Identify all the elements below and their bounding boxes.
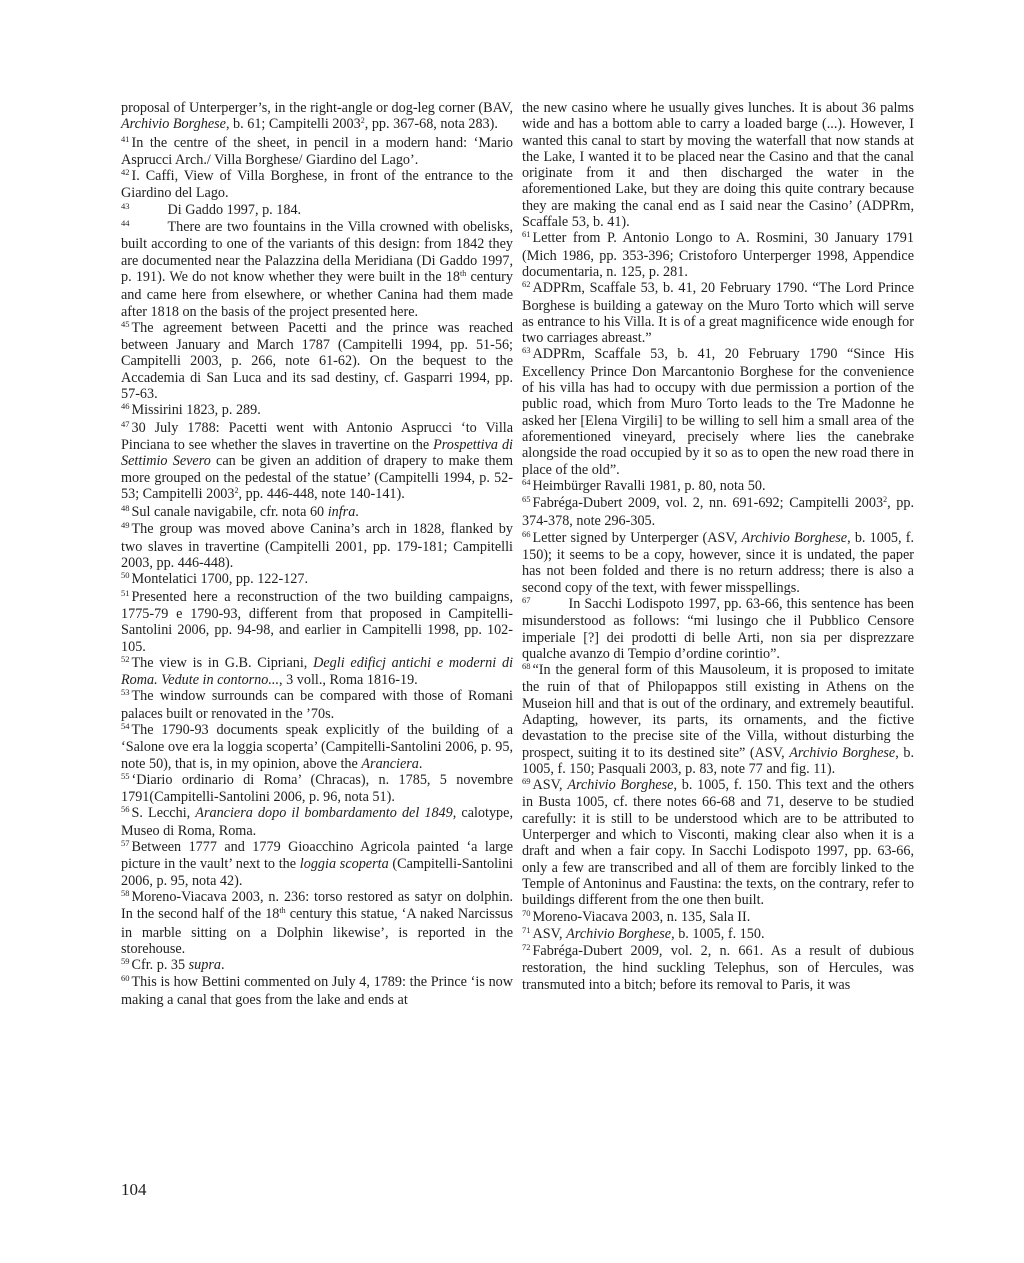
footnote-text: ADPRm, Scaffale 53, b. 41, 20 February 1790. “The Lord Prince Borghese is building a gateway on the Muro Torto which will serve as entrance to his Villa. It is of a great magnificence wide enough for two carriages abreast.” — [522, 280, 914, 347]
footnote-72 — [522, 943, 914, 993]
footnote-54 — [121, 722, 513, 772]
footnote-text: ASV, — [532, 925, 567, 942]
footnote-number: 47 — [121, 418, 130, 429]
italic-text: Archivio Borghese — [567, 777, 674, 794]
footnote-text: ‘Diario ordinario di Roma’ (Chracas), n. 1785, 5 novembre 1791(Campitelli-Santolini 2006, p. 96, nota 51). — [121, 771, 513, 806]
footnote-text: 30 July 1788: Pacetti went with Antonio Asprucci ‘to Villa Pinciana to see whether the slaves in travertine on the — [121, 419, 513, 453]
footnote-68 — [522, 662, 914, 777]
footnote-number: 54 — [121, 720, 130, 731]
superscript: 2 — [234, 485, 239, 495]
italic-text: Archivio Borghese — [121, 116, 226, 133]
footnote-number: 60 — [121, 973, 130, 984]
footnote-text: The group was moved above Canina’s arch in 1828, flanked by two slaves in travertine (Campitelli 2001, pp. 179-181; Campitelli 2003, pp. 446-448). — [121, 521, 513, 572]
italic-text: Aranciera dopo il bombardamento del 1849 — [195, 805, 453, 822]
superscript: 2 — [360, 116, 365, 126]
footnote-continuation — [522, 100, 914, 230]
footnote-45 — [121, 320, 513, 402]
footnote-number: 46 — [121, 401, 130, 412]
footnote-59 — [121, 957, 513, 974]
footnote-number: 52 — [121, 653, 130, 664]
italic-text: Archivio Borghese — [741, 529, 848, 546]
italic-text: Archivio Borghese — [566, 925, 672, 942]
footnote-71 — [522, 926, 914, 943]
footnote-number: 69 — [522, 776, 531, 787]
left-column — [121, 100, 513, 1008]
footnote-text: The 1790-93 documents speak explicitly of the building of a ‘Salone ove era la loggia scoperta’ (Campitelli-Santolini 2006, p. 95, note 50), that is, in my opinion, above the — [121, 721, 513, 772]
footnote-58 — [121, 889, 513, 957]
footnote-43 — [121, 202, 513, 219]
footnote-text: Missirini 1823, p. 289. — [131, 402, 261, 419]
footnote-text: Moreno-Viacava 2003, n. 236: torso restored as satyr on dolphin. In the second half of the 18 — [121, 888, 513, 923]
footnote-text: The view is in G.B. Cipriani, — [131, 654, 314, 671]
footnote-number: 56 — [121, 804, 130, 815]
footnote-text: S. Lecchi, — [131, 805, 196, 822]
footnote-text: (Campitelli-Santolini 2006, p. 95, nota 42). — [121, 856, 513, 889]
footnote-41 — [121, 135, 513, 169]
footnote-text: , b. 1005, f. 150. This text and the others in Busta 1005, cf. there notes 66-68 and 71, deserve to be studied carefully: it is still to be understood which are to be attributed to Unterperger and which to Visconti, making clear also when it is a draft and when a fair copy. In Sacchi Lodispoto 1997, pp. 63-66, only a few are transcribed and all of them are forcibly linked to the Temple of Antoninus and Faustina: the texts, on the contrary, refer to buildings different from the one then built. — [522, 777, 914, 909]
footnote-text: Di Gaddo 1997, p. 184. — [167, 201, 302, 218]
footnote-70 — [522, 909, 914, 926]
footnote-text: “In the general form of this Mausoleum, it is proposed to imitate the ruin of that of Philopappos still existing in Athens on the Museion hill and that is out of the ordinary, and extremely beautiful. Adapting, however, its parts, its ornaments, and the fictive devastation to the precise site of the Villa, without disturbing the prospect, suiting it to its destined site” (ASV, — [522, 662, 914, 761]
footnote-57 — [121, 839, 513, 889]
footnote-number: 62 — [522, 279, 531, 290]
footnote-number: 44 — [121, 218, 130, 229]
footnote-text: Letter from P. Antonio Longo to A. Rosmini, 30 January 1791 (Mich 1986, pp. 353-396; Cristoforo Unterperger 1998, Appendice documentaria, n. 125, p. 281. — [522, 230, 914, 280]
footnote-number: 42 — [121, 167, 130, 178]
footnote-text: Fabréga-Dubert 2009, vol. 2, n. 661. As a result of dubious restoration, the hind suckling Telephus, son of Hercules, was transmuted into a bitch; before its removal to Paris, it was — [522, 943, 914, 993]
italic-text: Archivio Borghese — [789, 744, 896, 761]
footnote-47 — [121, 420, 513, 504]
footnote-62 — [522, 280, 914, 346]
footnote-61 — [522, 230, 914, 280]
footnote-number: 57 — [121, 838, 130, 849]
footnote-44 — [121, 219, 513, 320]
footnote-number: 63 — [522, 345, 531, 356]
footnote-number: 45 — [121, 318, 130, 329]
footnote-number: 64 — [522, 476, 531, 487]
footnote-number: 65 — [522, 494, 531, 505]
footnote-text: , pp. 446-448, note 140-141). — [238, 485, 405, 502]
footnote-number: 58 — [121, 887, 130, 898]
footnote-number: 61 — [522, 229, 531, 240]
footnote-52 — [121, 655, 513, 689]
footnote-67 — [522, 596, 914, 662]
footnote-text: The window surrounds can be compared with those of Romani palaces built or renovated in the ’70s. — [121, 688, 513, 722]
footnote-text: , b. 61; Campitelli 2003 — [225, 116, 361, 133]
page-number: 104 — [121, 1180, 147, 1199]
footnote-42 — [121, 168, 513, 202]
right-column — [522, 100, 914, 993]
footnote-text: Presented here a reconstruction of the two building campaigns, 1775-79 e 1790-93, different from that proposed in Campitelli-Santolini 2006, pp. 94-98, and earlier in Campitelli 1998, pp. 102-105. — [121, 588, 513, 655]
footnote-56 — [121, 805, 513, 839]
footnote-number: 59 — [121, 956, 130, 967]
superscript: th — [279, 906, 286, 916]
footnote-text: , pp. 367-68, nota 283). — [364, 116, 498, 133]
footnote-text: Cfr. p. 35 — [131, 957, 189, 974]
italic-text: loggia scoperta — [299, 856, 389, 873]
footnote-number: 43 — [121, 200, 130, 211]
footnote-text: , 3 voll., Roma 1816-19. — [279, 672, 418, 689]
footnote-text: proposal of Unterperger’s, in the right-angle or dog-leg corner (BAV, — [121, 100, 513, 116]
superscript: 2 — [883, 495, 888, 505]
italic-text: Aranciera — [361, 755, 419, 772]
footnote-51 — [121, 589, 513, 655]
footnote-number: 53 — [121, 687, 130, 698]
footnote-text: In the centre of the sheet, in pencil in a modern hand: ‘Mario Asprucci Arch./ Villa Borghese/ Giardino del Lago’. — [121, 134, 513, 168]
footnote-text: I. Caffi, View of Villa Borghese, in front of the entrance to the Giardino del Lago. — [121, 168, 513, 202]
footnote-text: Moreno-Viacava 2003, n. 135, Sala II. — [532, 908, 751, 925]
footnote-text: . — [220, 957, 225, 974]
italic-text: infra — [327, 504, 356, 521]
footnote-69 — [522, 777, 914, 908]
footnote-number: 70 — [522, 907, 531, 918]
footnote-number: 51 — [121, 587, 130, 598]
footnote-text: Letter signed by Unterperger (ASV, — [532, 529, 742, 546]
footnote-text: Heimbürger Ravalli 1981, p. 80, nota 50. — [532, 477, 766, 494]
footnote-text: Fabréga-Dubert 2009, vol. 2, nn. 691-692; Campitelli 2003 — [532, 495, 884, 512]
footnote-text: The agreement between Pacetti and the prince was reached between January and March 1787 (Campitelli 1994, pp. 51-56; Campitelli 2003, p. 266, note 61-62). On the bequest to the Accademia di San Luca and its sad destiny, cf. Gasparri 1994, pp. 57-63. — [121, 319, 513, 403]
footnote-number: 50 — [121, 570, 130, 581]
footnote-number: 67 — [522, 594, 531, 605]
footnote-text: This is how Bettini commented on July 4, 1789: the Prince ‘is now making a canal that goes from the lake and ends at — [121, 974, 513, 1008]
footnote-text: , b. 1005, f. 150. — [671, 925, 765, 942]
footnote-text: the new casino where he usually gives lunches. It is about 36 palms wide and has a bottom able to carry a loaded barge (...). However, I wanted this canal to start by moving the waterfall that now stands at the Lake, I wanted it to be placed near the Casino and that the canal originate from it and then discharged the water in the aforementioned Lake, but they are doing this quite contrary because they are making the canal end as I said near the Casino’ (ADPRm, Scaffale 53, b. 41). — [522, 100, 914, 231]
italic-text: Degli edificj antichi e moderni di Roma. Vedute in contorno... — [121, 654, 514, 689]
footnote-number: 48 — [121, 503, 130, 514]
footnote-64 — [522, 478, 914, 495]
footnote-65 — [522, 495, 914, 530]
footnote-continuation — [121, 100, 513, 135]
footnote-66 — [522, 530, 914, 596]
footnote-55 — [121, 772, 513, 806]
footnote-number: 49 — [121, 520, 130, 531]
footnote-49 — [121, 521, 513, 571]
footnote-number: 41 — [121, 133, 130, 144]
footnote-text: , b. 1005, f. 150); it seems to be a copy, however, since it is undated, the paper has not been folded and there is no return address; there is also a second copy of the text, with fewer misspellings. — [522, 529, 914, 596]
footnote-text: can be given an addition of drapery to make them more grouped on the pedestal of the statue’ (Campitelli 1994, p. 52-53; Campitelli 2003 — [121, 453, 513, 502]
footnote-text: There are two fountains in the Villa crowned with obelisks, built according to one of the variants of this design: from 1842 they are documented near the Palazzina della Meridiana (Di Gaddo 1997, p. 191). We do not know whether they were built in the 18 — [121, 219, 513, 285]
footnote-text: , pp. 374-378, note 296-305. — [522, 495, 914, 530]
footnote-48 — [121, 504, 513, 521]
italic-text: supra — [188, 957, 221, 974]
footnote-46 — [121, 402, 513, 419]
footnote-text: Between 1777 and 1779 Gioacchino Agricola painted ‘a large picture in the vault’ next to the — [121, 839, 513, 873]
footnote-text: Sul canale navigabile, cfr. nota 60 — [131, 504, 328, 521]
footnote-63 — [522, 346, 914, 477]
footnote-number: 55 — [121, 770, 130, 781]
footnote-number: 68 — [522, 661, 531, 672]
footnote-text: . — [355, 504, 359, 521]
footnote-text: . — [418, 755, 423, 772]
footnote-text: Montelatici 1700, pp. 122-127. — [131, 571, 309, 588]
footnote-text: , b. 1005, f. 150; Pasquali 2003, p. 83, note 77 and fig. 11). — [522, 744, 914, 777]
footnote-text: , calotype, Museo di Roma, Roma. — [121, 805, 513, 839]
italic-text: Prospettiva di Settimio Severo — [121, 436, 513, 470]
footnote-number: 71 — [522, 924, 531, 935]
footnote-text: ADPRm, Scaffale 53, b. 41, 20 February 1790 “Since His Excellency Prince Don Marcantonio Borghese for the convenience of his villa has had to occupy with due permission a portion of the public road, which from Muro Torto leads to the Tre Madonne he asked her [Elena Virgili] to be willing to sell him a small area of the aforementioned vineyard, precisely where lies the canebrake alongside the road occupied by it so as to open the new road there in place of the old”. — [522, 346, 914, 478]
footnote-text: ASV, — [532, 777, 568, 794]
superscript: th — [460, 268, 467, 278]
footnote-text: century and came here from elsewhere, or whether Canina had them made after 1818 on the basis of the project presented here. — [121, 268, 513, 320]
footnote-50 — [121, 571, 513, 588]
footnote-60 — [121, 974, 513, 1008]
footnote-text: century this statue, ‘A naked Narcissus in marble sitting on a Dolphin likewise’, is reported in the storehouse. — [121, 906, 513, 957]
footnote-number: 66 — [522, 528, 531, 539]
footnote-number: 72 — [522, 942, 531, 953]
footnote-53 — [121, 688, 513, 722]
footnote-text: In Sacchi Lodispoto 1997, pp. 63-66, this sentence has been misunderstood as follows: “mi lusingo che il Pubblico Censore imperiale [?] dei prodotti di belle Arti, non sia per disprezzare qualche avanzo di Tempio d’ordine corintio”. — [522, 595, 914, 662]
